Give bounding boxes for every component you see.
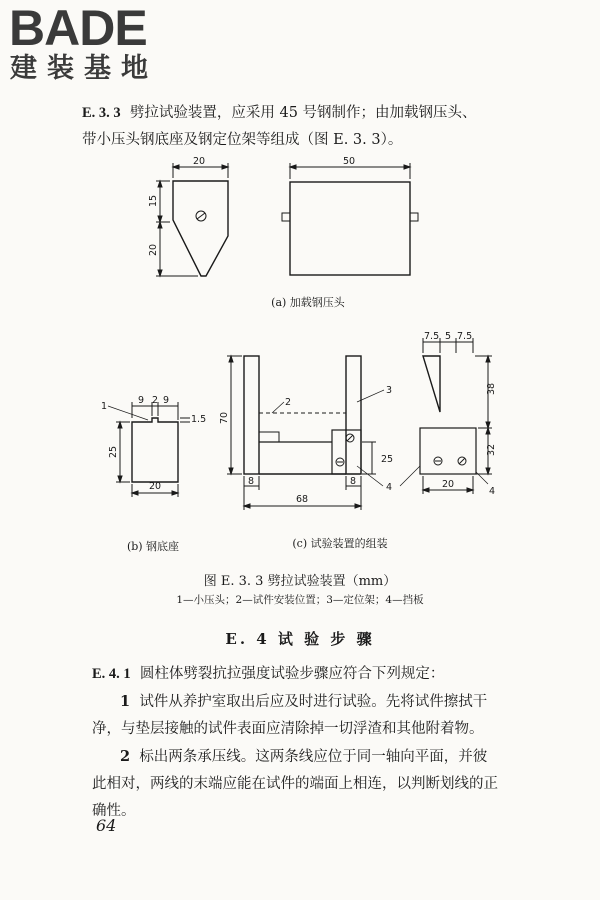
dim-label: 20 [148, 243, 159, 256]
item-text-line: 标出两条承压线。这两条线应位于同一轴向平面，并彼 [139, 749, 488, 765]
page-number: 64 [96, 816, 117, 835]
dim-label: 7.5 [457, 331, 473, 342]
item-number: 2 [120, 748, 131, 765]
figure-e33-drawing [0, 150, 600, 600]
dim-label: 15 [148, 194, 159, 207]
dim-label: 8 [350, 476, 357, 487]
clause-text-line: 圆柱体劈裂抗拉强度试验步骤应符合下列规定： [139, 666, 445, 682]
dim-label: 20 [193, 156, 206, 167]
dim-label: 25 [381, 454, 394, 465]
logo-chinese: 建装基地 [10, 53, 158, 84]
dim-label: 32 [486, 443, 497, 456]
figure-legend: 1—小压头；2—试件安装位置；3—定位架；4—挡板 [176, 594, 424, 606]
clause-text-line: 带小压头钢底座及钢定位架等组成（图 E. 3. 3）。 [82, 132, 403, 148]
dim-label: 20 [149, 481, 162, 492]
press-head-side-view [148, 156, 228, 276]
marker-label: 1 [101, 401, 108, 412]
dim-label: 5 [445, 331, 452, 342]
item-text-line: 此相对，两线的末端应能在试件的端面上相连，以判断划线的正 [92, 776, 498, 792]
clause-e33 [82, 100, 582, 154]
dim-label: 8 [248, 476, 255, 487]
clause-text-line: 劈拉试验装置，应采用 45 号钢制作；由加载钢压头、 [129, 105, 477, 121]
marker-label: 2 [285, 397, 292, 408]
caption-sub-b: (b) 钢底座 [126, 540, 180, 553]
press-head-front-view [282, 156, 418, 275]
caption-sub-c: (c) 试验装置的组装 [292, 537, 388, 550]
item-text-line: 净，与垫层接触的试件表面应清除掉一切浮渣和其他附着物。 [92, 721, 484, 737]
dim-label: 20 [442, 479, 455, 490]
item-text-line: 试件从养护室取出后应及时进行试验。先将试件擦拭干 [139, 694, 488, 710]
clause-e41 [92, 661, 582, 825]
section-heading: E. 4 试 验 步 骤 [225, 630, 375, 648]
dim-label: 9 [163, 395, 170, 406]
dim-label: 1.5 [191, 414, 207, 425]
dim-label: 25 [108, 445, 119, 458]
clause-number: E. 4. 1 [92, 666, 131, 682]
figure-title: 图 E. 3. 3 劈拉试验装置（mm） [203, 574, 397, 589]
steel-base-drawing [101, 395, 206, 497]
dim-label: 9 [138, 395, 145, 406]
dim-label: 70 [219, 411, 230, 424]
dim-label: 2 [152, 395, 159, 406]
marker-label: 3 [386, 385, 393, 396]
clause-number: E. 3. 3 [82, 105, 121, 121]
assembly-front-view [219, 356, 393, 510]
item-text-line: 确性。 [92, 803, 136, 819]
marker-label: 4 [386, 482, 393, 493]
dim-label: 68 [296, 494, 309, 505]
dim-label: 7.5 [424, 331, 440, 342]
logo-wordmark: BADE [9, 0, 147, 56]
caption-sub-a: (a) 加载钢压头 [271, 296, 345, 309]
assembly-side-view [400, 331, 497, 497]
dim-label: 38 [486, 382, 497, 395]
dim-label: 50 [343, 156, 356, 167]
marker-label: 4 [489, 486, 496, 497]
item-number: 1 [120, 693, 131, 710]
